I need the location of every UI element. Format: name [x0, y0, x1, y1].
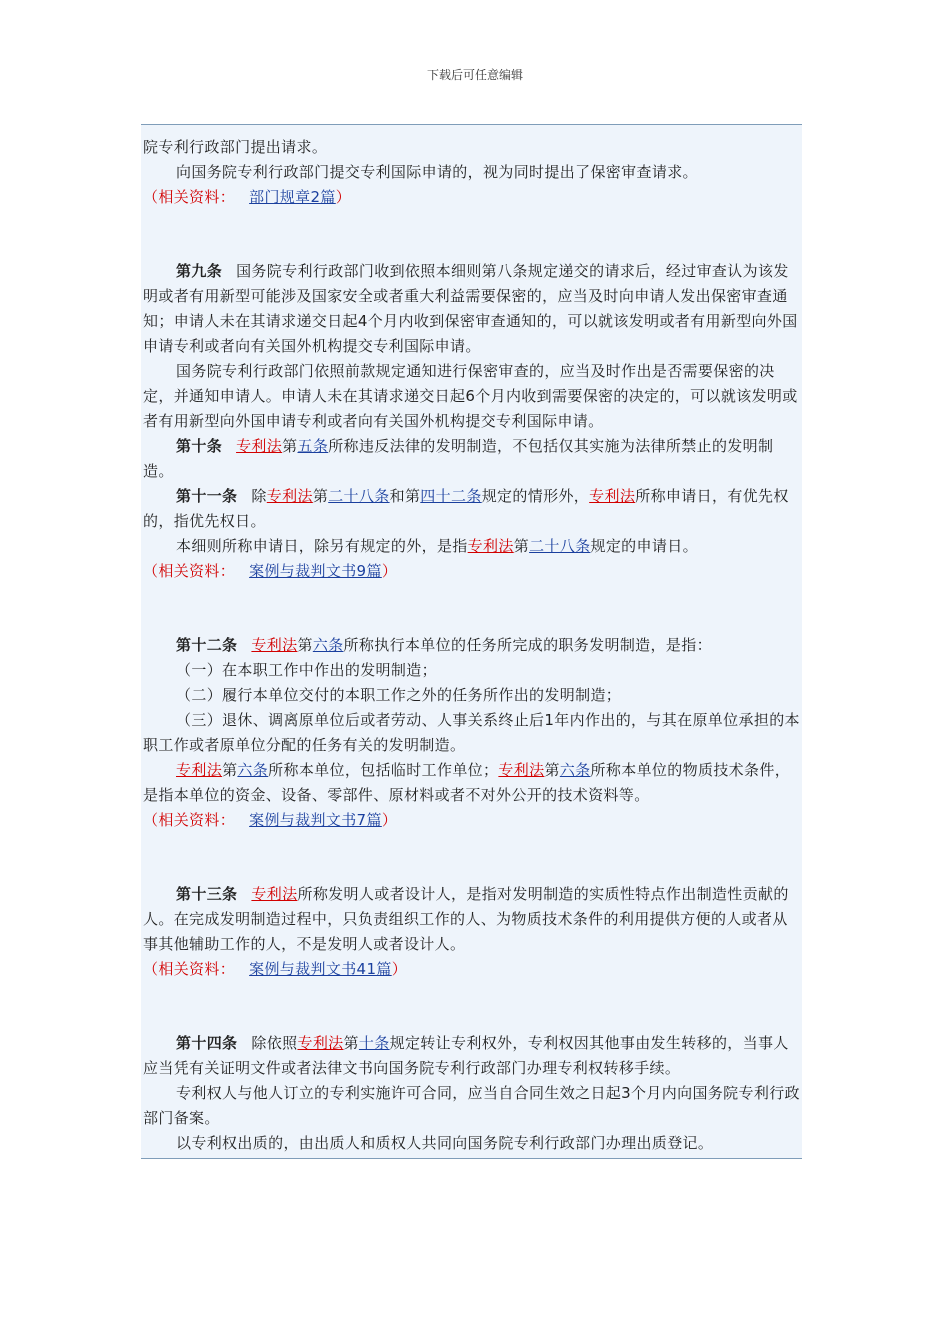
- patent-law-link[interactable]: 专利法: [251, 885, 298, 903]
- art11-p2-text-2: 第: [513, 537, 530, 555]
- related-materials-4: [143, 957, 800, 982]
- spacer: [143, 833, 800, 882]
- art11-p2-text-3: 规定的申请日。: [590, 537, 698, 555]
- art12-paragraph-2: [143, 758, 800, 808]
- art12-item-2: （二）履行本单位交付的本职工作之外的任务所作出的发明制造；: [176, 686, 622, 704]
- ref-prefix: （相关资料：: [143, 188, 236, 206]
- document-body: [141, 124, 802, 1159]
- patent-law-link[interactable]: 专利法: [467, 537, 514, 555]
- art9-text: 国务院专利行政部门收到依照本细则第八条规定递交的请求后，经过审查认为该发明或者有用新型可能涉及国家安全或者重大利益需要保密的，应当及时向申请人发出保密审查通知；申请人未在其请求递交日起4个月内收到保密审查通知的，可以就该发明或者有用新型向外国申请专利或者向有关国外机构提交专利国际申请。: [143, 262, 798, 355]
- art9-paragraph-1: [143, 259, 800, 359]
- art12-p2-text-4: 所称本单位的物质技术条件，是指本单位的资金、设备、零部件、原材料或者不对外公开的技术资料等。: [143, 761, 791, 804]
- patent-law-link[interactable]: 专利法: [498, 761, 545, 779]
- art14-text-3: 规定转让专利权外，专利权因其他事由发生转移的，当事人应当凭有关证明文件或者法律文书向国务院专利行政部门办理专利权转移手续。: [143, 1034, 789, 1077]
- ref-prefix: （相关资料：: [143, 811, 236, 829]
- art11-paragraph-1: [143, 484, 800, 534]
- ref-suffix: ）: [335, 188, 352, 206]
- article-link-28[interactable]: 二十八条: [529, 537, 591, 555]
- related-materials-2: [143, 559, 800, 584]
- art12-p2-text-2: 所称本单位，包括临时工作单位；: [268, 761, 499, 779]
- header-note: 下载后可任意编辑: [426, 68, 523, 82]
- patent-law-link[interactable]: 专利法: [266, 487, 313, 505]
- art11-text-5: 所称申请日，有优先权的，指优先权日。: [143, 487, 789, 530]
- ref-link-cases[interactable]: 案例与裁判文书7篇: [249, 811, 382, 829]
- related-materials-1: [143, 185, 800, 210]
- related-materials-3: [143, 808, 800, 833]
- ref-suffix: ）: [391, 960, 408, 978]
- art13-title: 第十三条: [176, 885, 238, 903]
- art11-text-2: 第: [312, 487, 329, 505]
- art14-title: 第十四条: [176, 1034, 238, 1052]
- art11-p2-text-1: 本细则所称申请日，除另有规定的外，是指: [176, 537, 468, 555]
- spacer: [143, 982, 800, 1031]
- art11-text-1: 除: [251, 487, 267, 505]
- art11-paragraph-2: [143, 534, 800, 559]
- art10-title: 第十条: [176, 437, 223, 455]
- art10-text-1: 第: [282, 437, 298, 455]
- art13-paragraph: [143, 882, 800, 957]
- art12-item-1: （一）在本职工作中作出的发明制造；: [176, 661, 437, 679]
- article-link-10[interactable]: 十条: [358, 1034, 390, 1052]
- art11-text-3: 和第: [389, 487, 421, 505]
- art8-paragraph-2: 向国务院专利行政部门提交专利国际申请的，视为同时提出了保密审查请求。: [176, 163, 698, 181]
- art9-paragraph-2: 国务院专利行政部门依照前款规定通知进行保密审查的，应当及时作出是否需要保密的决定，并通知申请人。申请人未在其请求递交日起6个月内收到需要保密的决定的，可以就该发明或者有用新型向外国申请专利或者向有关国外机构提交专利国际申请。: [143, 362, 798, 430]
- art13-text: 所称发明人或者设计人，是指对发明制造的实质性特点作出制造性贡献的人。在完成发明制造过程中，只负责组织工作的人、为物质技术条件的利用提供方便的人或者从事其他辅助工作的人，不是发明人或者设计人。: [143, 885, 789, 953]
- art14-paragraph-2: 专利权人与他人订立的专利实施许可合同，应当自合同生效之日起3个月内向国务院专利行政部门备案。: [143, 1084, 800, 1127]
- article-link-42[interactable]: 四十二条: [420, 487, 482, 505]
- art12-text-2: 所称执行本单位的任务所完成的职务发明制造，是指：: [343, 636, 712, 654]
- art12-item-3: （三）退休、调离原单位后或者劳动、人事关系终止后1年内作出的，与其在原单位承担的本职工作或者原单位分配的任务有关的发明制造。: [143, 711, 800, 754]
- art14-text-1: 除依照: [251, 1034, 298, 1052]
- spacer: [143, 584, 800, 633]
- patent-law-link[interactable]: 专利法: [297, 1034, 344, 1052]
- ref-link-cases[interactable]: 案例与裁判文书9篇: [249, 562, 382, 580]
- ref-suffix: ）: [381, 811, 398, 829]
- article-link-28[interactable]: 二十八条: [328, 487, 390, 505]
- ref-link-cases[interactable]: 案例与裁判文书41篇: [249, 960, 392, 978]
- art11-title: 第十一条: [176, 487, 238, 505]
- art12-p2-text-3: 第: [544, 761, 560, 779]
- art14-text-2: 第: [343, 1034, 359, 1052]
- spacer: [143, 210, 800, 259]
- patent-law-link[interactable]: 专利法: [251, 636, 298, 654]
- art12-text-1: 第: [297, 636, 313, 654]
- article-link-6[interactable]: 六条: [312, 636, 344, 654]
- article-link-5[interactable]: 五条: [297, 437, 329, 455]
- article-link-6[interactable]: 六条: [237, 761, 269, 779]
- art12-title: 第十二条: [176, 636, 238, 654]
- ref-prefix: （相关资料：: [143, 562, 236, 580]
- patent-law-link[interactable]: 专利法: [236, 437, 283, 455]
- article-link-6[interactable]: 六条: [559, 761, 591, 779]
- art10-text-2: 所称违反法律的发明制造，不包括仅其实施为法律所禁止的发明制造。: [143, 437, 774, 480]
- art11-text-4: 规定的情形外，: [481, 487, 590, 505]
- art9-title: 第九条: [176, 262, 223, 280]
- ref-link-regulations[interactable]: 部门规章2篇: [249, 188, 336, 206]
- ref-prefix: （相关资料：: [143, 960, 236, 978]
- patent-law-link[interactable]: 专利法: [589, 487, 636, 505]
- art8-continuation: 院专利行政部门提出请求。: [143, 138, 328, 156]
- patent-law-link[interactable]: 专利法: [176, 761, 223, 779]
- art14-paragraph-3: 以专利权出质的，由出质人和质权人共同向国务院专利行政部门办理出质登记。: [176, 1134, 714, 1152]
- art10-paragraph: [143, 434, 800, 484]
- ref-suffix: ）: [381, 562, 398, 580]
- art12-paragraph-1: [143, 633, 800, 658]
- art12-p2-text-1: 第: [222, 761, 238, 779]
- art14-paragraph-1: [143, 1031, 800, 1081]
